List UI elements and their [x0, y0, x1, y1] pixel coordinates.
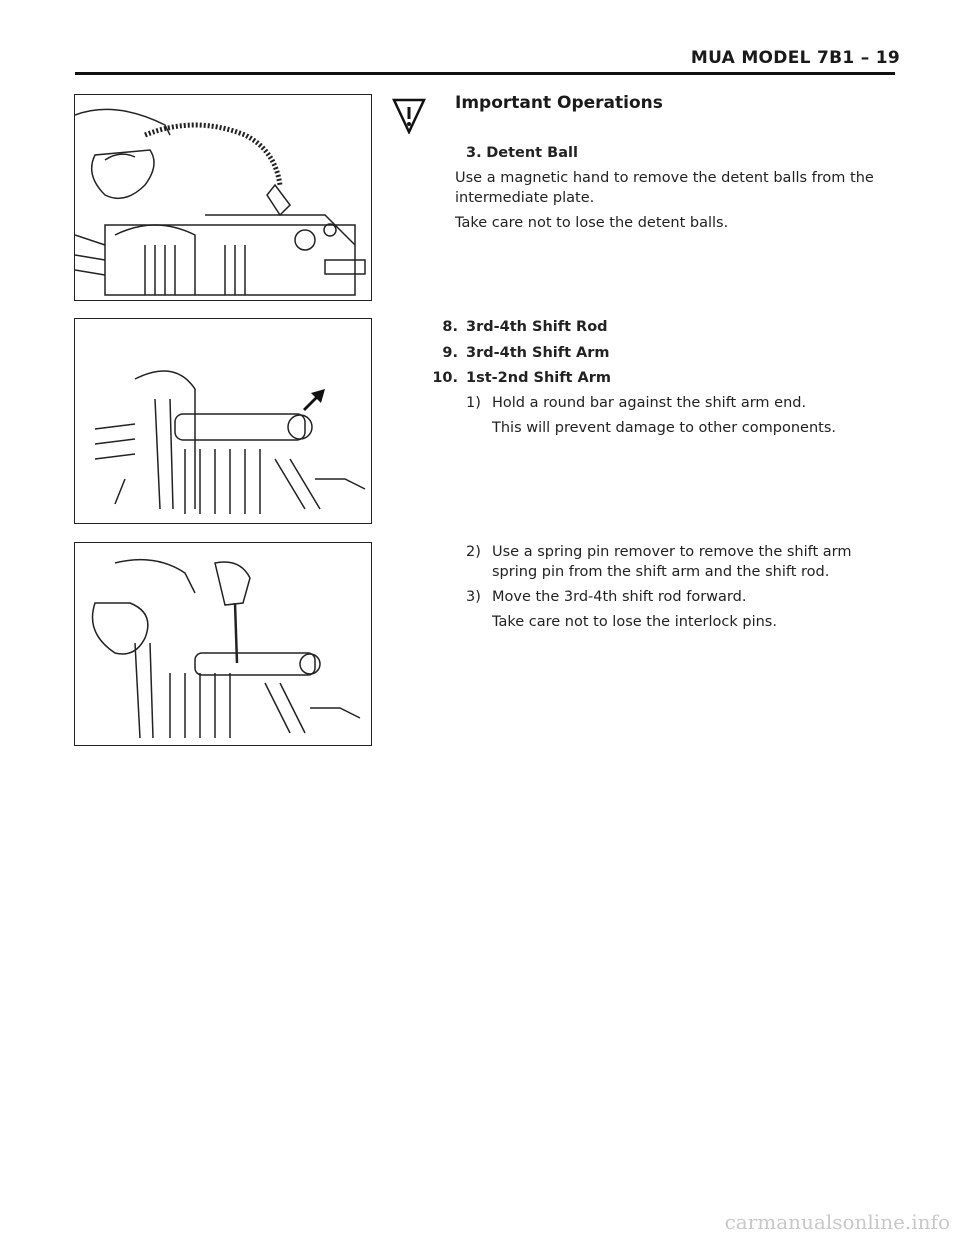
figure-spring-pin-remover [74, 542, 372, 746]
step-10-heading [424, 368, 611, 388]
figure-detent-ball [74, 94, 372, 301]
step-9-title: 3rd-4th Shift Arm [466, 345, 610, 361]
warning-triangle-icon [392, 98, 426, 134]
substep-1-marker: 1) [466, 395, 481, 411]
figure-detent-ball-drawing [75, 95, 371, 300]
footer-watermark: carmanualsonline.info [724, 1210, 950, 1234]
step-3-para-1: Use a magnetic hand to remove the detent balls from the intermediate plate. [455, 170, 874, 206]
step-10-title: 1st-2nd Shift Arm [466, 370, 612, 386]
substep-2 [466, 542, 896, 582]
substep-1 [466, 393, 896, 413]
step-8-title: 3rd-4th Shift Rod [466, 319, 608, 335]
substep-3-note: Take care not to lose the interlock pins. [492, 614, 777, 630]
step-9-number: 9. [442, 345, 458, 361]
substep-1-note: This will prevent damage to other components. [492, 420, 836, 436]
page-header: MUA MODEL 7B1 – 19 [690, 48, 900, 68]
step-3-title: Detent Ball [486, 145, 578, 161]
substep-2-text: Use a spring pin remover to remove the shift arm spring pin from the shift arm and the shift rod. [492, 544, 852, 580]
header-rule [75, 72, 895, 75]
step-3-number: 3. [466, 145, 482, 161]
step-10-number: 10. [432, 370, 458, 386]
figure-shift-arm-bar [74, 318, 372, 524]
figure-shift-arm-bar-drawing [75, 319, 371, 523]
pointer-arrow-icon [303, 389, 325, 411]
section-title: Important Operations [455, 93, 663, 113]
figure-spring-pin-remover-drawing [75, 543, 371, 745]
substep-3-marker: 3) [466, 589, 481, 605]
substep-2-marker: 2) [466, 544, 481, 560]
step-9-heading [424, 343, 610, 363]
step-3-heading [466, 143, 578, 163]
substep-1-text: Hold a round bar against the shift arm end. [492, 395, 807, 411]
step-8-number: 8. [442, 319, 458, 335]
step-3-para-2: Take care not to lose the detent balls. [455, 215, 729, 231]
step-8-heading [424, 317, 608, 337]
substep-3-text: Move the 3rd-4th shift rod forward. [492, 589, 747, 605]
substep-3 [466, 587, 896, 607]
